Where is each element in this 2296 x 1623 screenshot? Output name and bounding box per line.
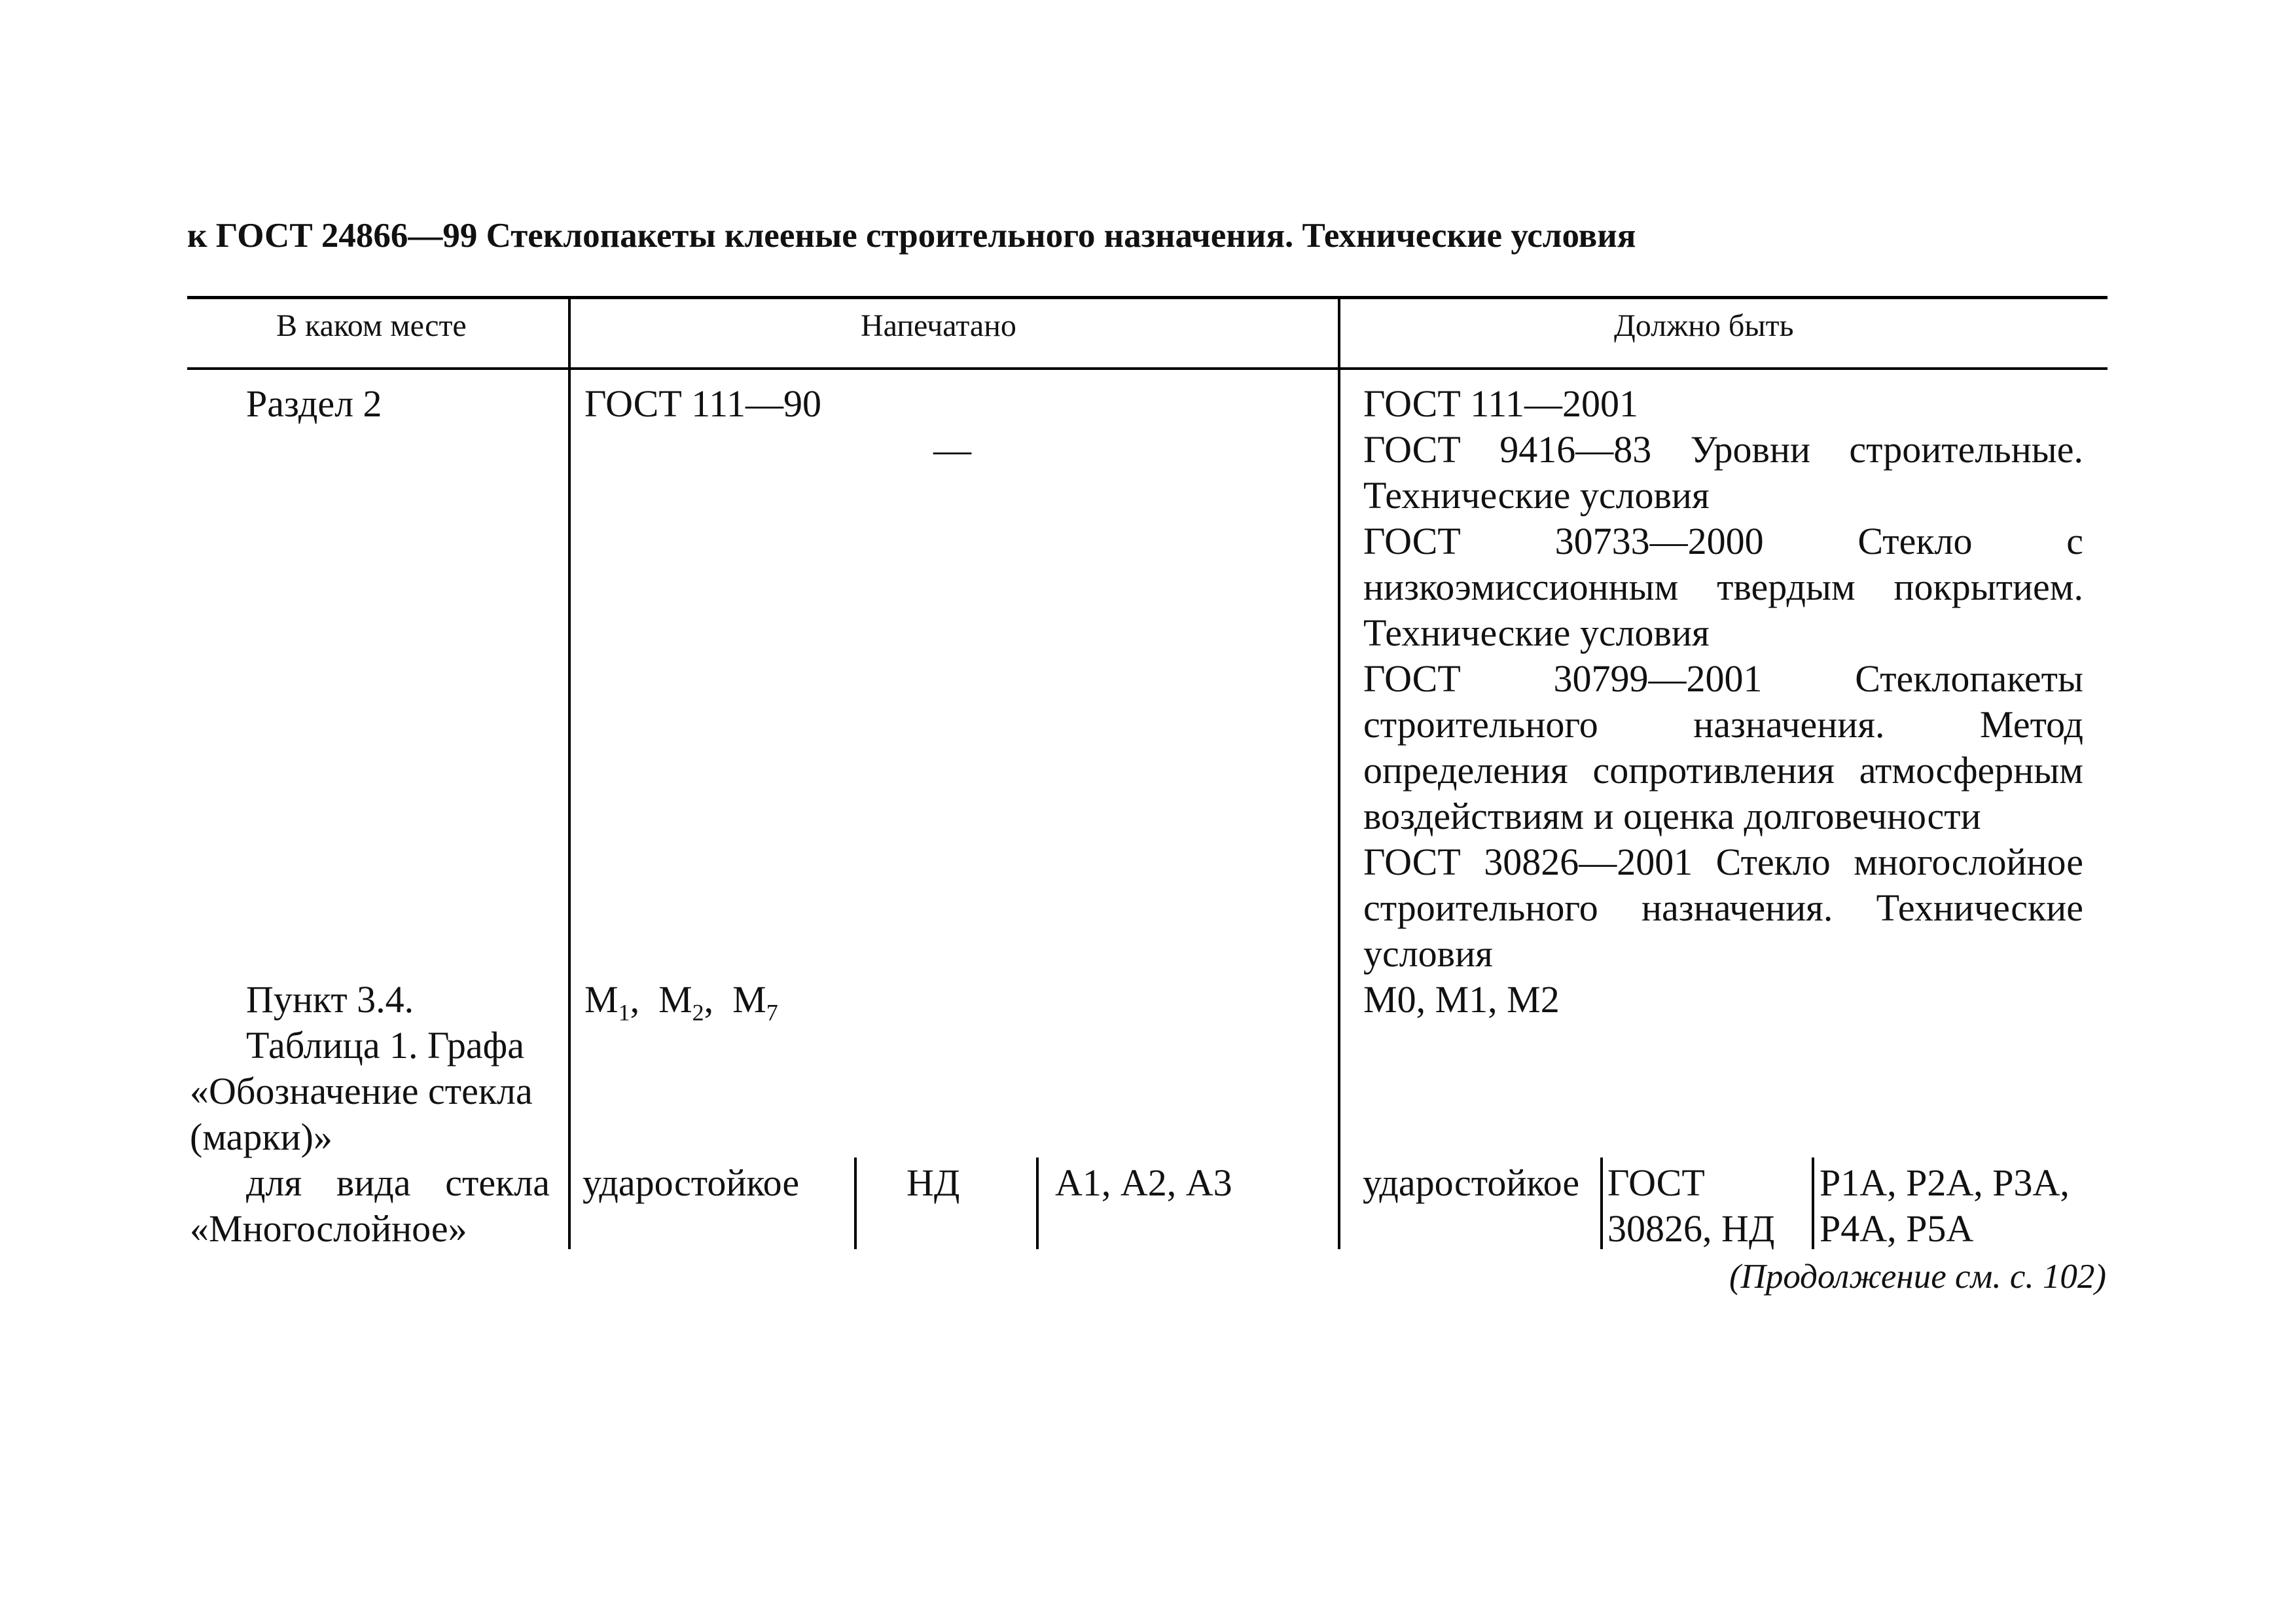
row2-correct: М0, М1, М2 [1363, 978, 1560, 1021]
row3-printed-kind: ударостойкое [583, 1161, 800, 1204]
grade-m7: $М_7$ [732, 978, 778, 1026]
row1-correct-4: ГОСТ 30799—2001 Стеклопакеты строительного назначения. Метод определения сопротивления атмосферным воздействиям и оценка долговечности [1363, 657, 2083, 837]
row3-printed-grades: А1, А2, А3 [1055, 1161, 1232, 1204]
row3-printed-nd: НД [906, 1161, 960, 1204]
header-place: В каком месте [276, 308, 467, 343]
table-top-rule [187, 296, 2108, 299]
page-title: к ГОСТ 24866—99 Стеклопакеты клееные строительного назначения. Технические условия [187, 217, 1636, 255]
header-bottom-rule [187, 367, 2108, 370]
header-correct: Должно быть [1614, 308, 1794, 343]
row1-correct-1: ГОСТ 111—2001 [1363, 382, 1638, 425]
row3-correct-kind: ударостойкое [1363, 1161, 1580, 1204]
row3-place: для вида стекла «Многослойное» [190, 1161, 550, 1250]
printed-subdivider-2 [1036, 1158, 1039, 1249]
column-divider-2 [1338, 298, 1340, 1249]
grade-m1: $М_1$ [584, 978, 630, 1026]
row1-correct-5: ГОСТ 30826—2001 Стекло многослойное строительного назначения. Технические условия [1363, 841, 2083, 975]
correct-subdivider-2 [1812, 1158, 1814, 1249]
row2-place-1: Пункт 3.4. [246, 978, 414, 1021]
row1-correct-2: ГОСТ 9416—83 Уровни строительные. Технические условия [1363, 428, 2083, 517]
row1-place: Раздел 2 [246, 382, 382, 425]
row3-correct-grades: Р1А, Р2А, Р3А, Р4А, Р5А [1820, 1161, 2070, 1250]
printed-subdivider-1 [854, 1158, 857, 1249]
row1-printed-dash: — [933, 428, 971, 471]
column-divider-1 [568, 298, 571, 1249]
continuation-note: (Продолжение см. с. 102) [1729, 1258, 2106, 1296]
grade-m2: $М_2$ [658, 978, 704, 1026]
row2-place-2: Таблица 1. Графа «Обозначение стекла (марки)» [190, 1024, 533, 1158]
row1-printed: ГОСТ 111—90 [584, 382, 821, 425]
correct-subdivider-1 [1600, 1158, 1603, 1249]
row3-correct-standard: ГОСТ 30826, НД [1607, 1161, 1775, 1250]
row2-printed: $М_1$, $М_2$, $М_7$ [584, 978, 778, 1026]
row1-correct-3: ГОСТ 30733—2000 Стекло с низкоэмиссионным твердым покрытием. Технические условия [1363, 520, 2083, 654]
header-printed: Напечатано [861, 308, 1016, 343]
